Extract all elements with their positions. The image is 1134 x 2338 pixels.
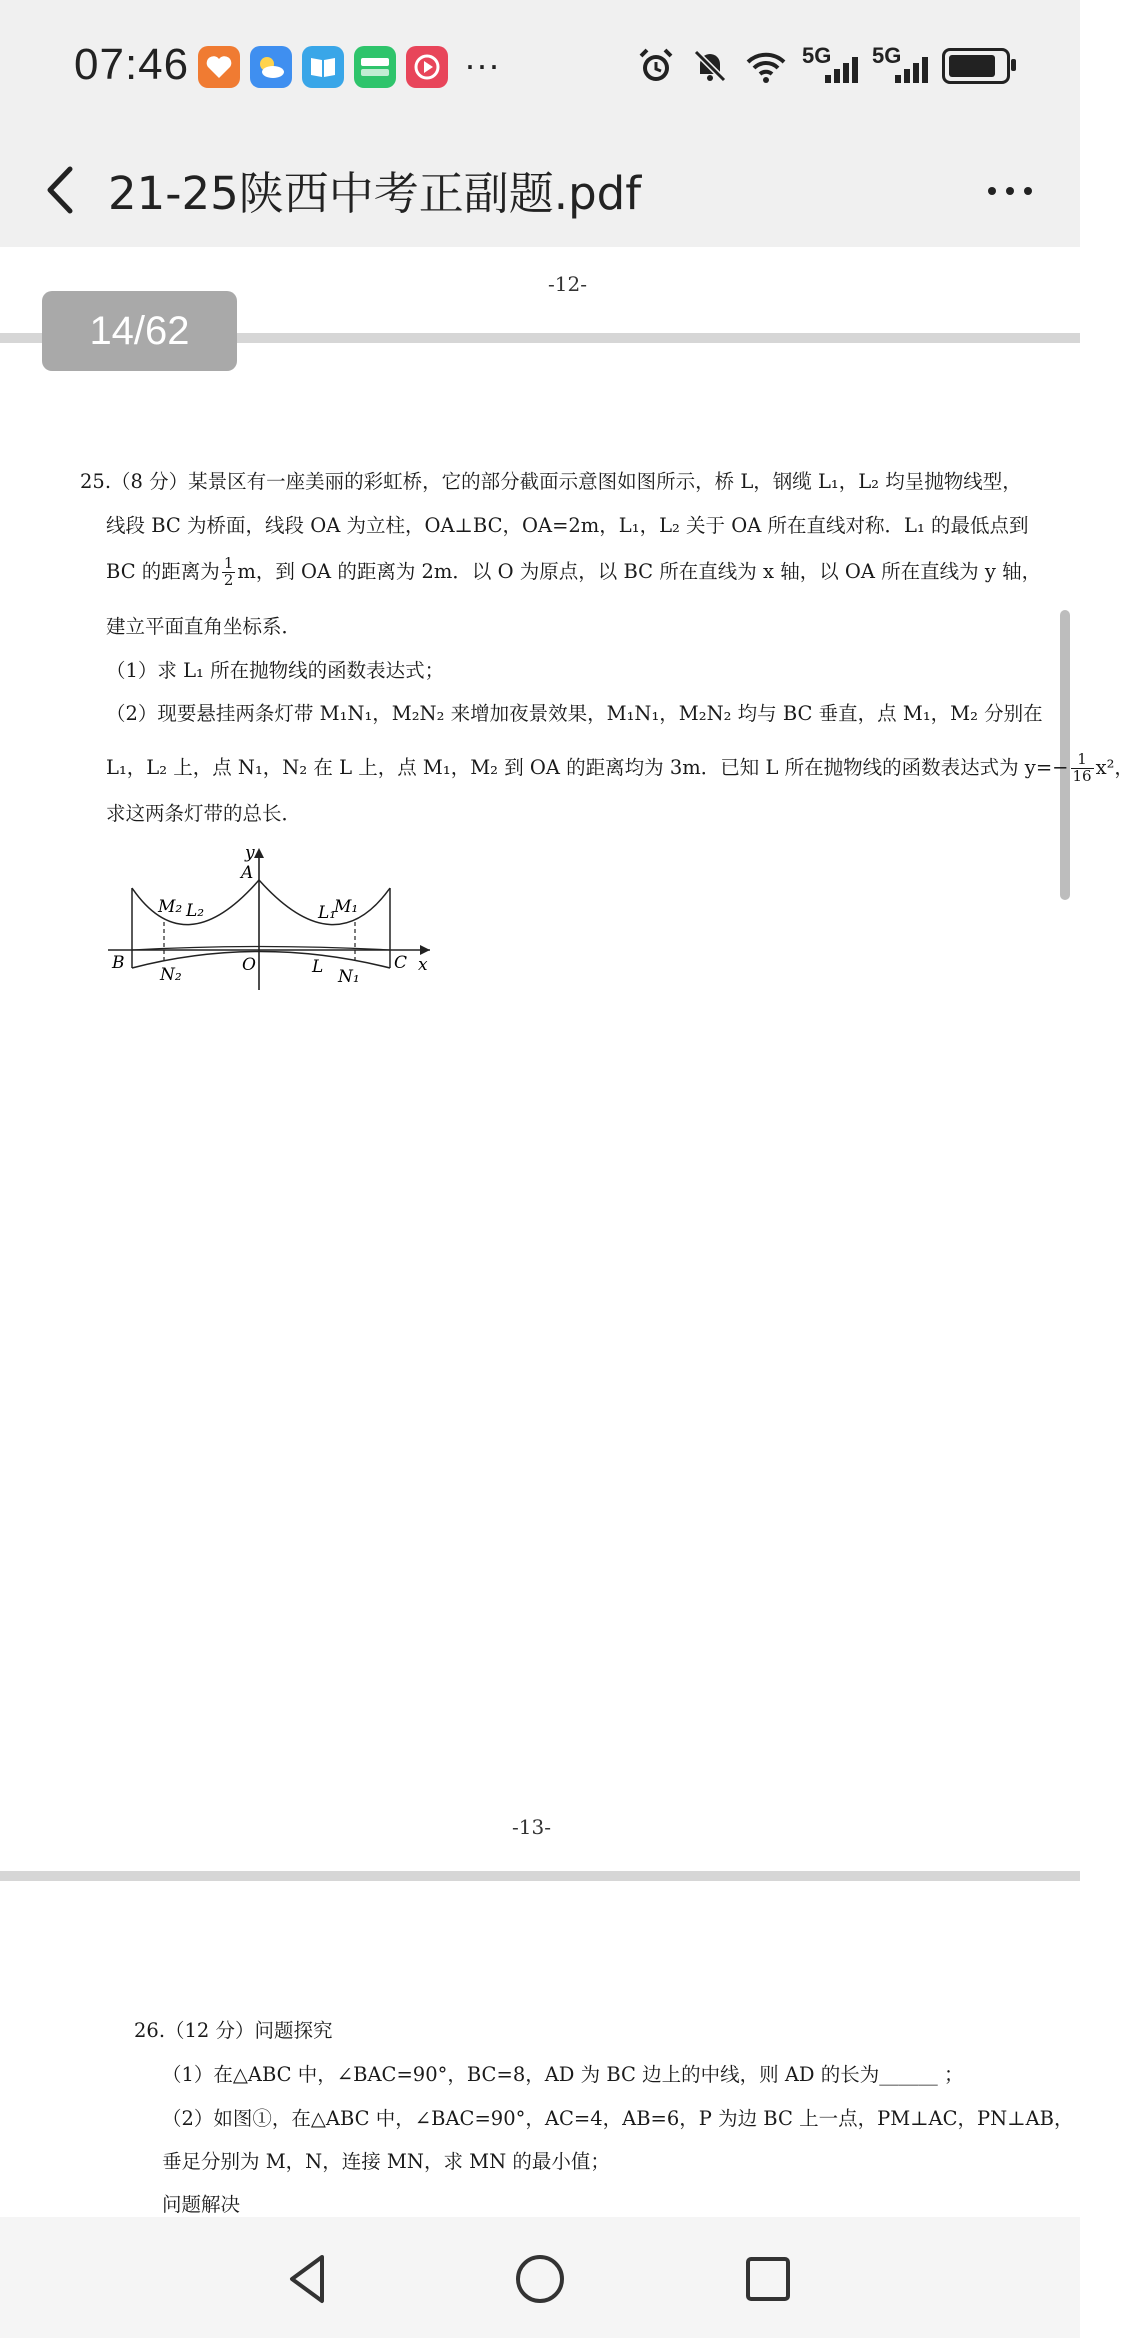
cell-signal-2-icon: 5G bbox=[872, 45, 928, 87]
label-y: y bbox=[245, 843, 255, 863]
y-axis-arrow bbox=[254, 848, 264, 858]
nav-back-icon[interactable] bbox=[278, 2249, 338, 2309]
label-c: C bbox=[394, 953, 408, 973]
more-notifications-icon: ··· bbox=[464, 44, 500, 85]
pdf-viewer[interactable] bbox=[0, 247, 1080, 2217]
q26-line-1: （1）在△ABC 中，∠BAC=90°，BC=8，AD 为 BC 边上的中线，则 AD 的长为______ ； bbox=[162, 2063, 964, 2086]
page-number-top: -12- bbox=[548, 272, 587, 296]
page-divider-bottom bbox=[0, 1871, 1080, 1881]
label-m2: M₂ bbox=[158, 897, 183, 917]
status-time: 07:46 bbox=[74, 40, 190, 89]
bridge-diagram bbox=[100, 840, 440, 1010]
label-l2: L₂ bbox=[186, 901, 205, 921]
label-a: A bbox=[241, 863, 254, 883]
nav-home-icon[interactable] bbox=[510, 2249, 570, 2309]
label-o: O bbox=[242, 955, 256, 975]
video-app-icon bbox=[406, 46, 448, 88]
weather-app-icon bbox=[250, 46, 292, 88]
q26-title: 26.（12 分）问题探究 bbox=[134, 2019, 333, 2042]
more-options-icon[interactable] bbox=[980, 161, 1040, 221]
health-app-icon bbox=[198, 46, 240, 88]
fraction-one-sixteenth: $\frac{1}{16}$ bbox=[1072, 750, 1092, 785]
x-axis-arrow bbox=[420, 945, 430, 955]
mute-bell-icon bbox=[690, 46, 730, 86]
label-b: B bbox=[112, 953, 125, 973]
battery-icon bbox=[942, 48, 1010, 84]
status-bar bbox=[0, 0, 1080, 135]
q26-line-4: 问题解决 bbox=[162, 2193, 241, 2216]
label-l: L bbox=[312, 957, 324, 977]
nav-recents-icon[interactable] bbox=[738, 2249, 798, 2309]
q25-line-1: 25.（8 分）某景区有一座美丽的彩虹桥，它的部分截面示意图如图所示，桥 L，钢缆 L₁，L₂ 均呈抛物线型， bbox=[80, 470, 1022, 493]
q26-line-2: （2）如图①，在△ABC 中，∠BAC=90°，AC=4，AB=6，P 为边 BC 上一点，PM⊥AC，PN⊥AB， bbox=[162, 2107, 1074, 2130]
page-number-bottom: -13- bbox=[512, 1815, 551, 1839]
label-x: x bbox=[418, 955, 428, 975]
q25-line-3: BC 的距离为 $\frac{1}{2}$ m，到 OA 的距离为 2m．以 O 为原点，以 BC 所在直线为 x 轴，以 OA 所在直线为 y 轴， bbox=[106, 554, 1042, 589]
q25-line-2: 线段 BC 为桥面，线段 OA 为立柱，OA⊥BC，OA=2m，L₁，L₂ 关于 OA 所在直线对称．L₁ 的最低点到 bbox=[106, 514, 1029, 537]
document-title: 21-25陕西中考正副题.pdf bbox=[108, 167, 642, 220]
page-indicator: 14/62 bbox=[42, 291, 237, 371]
q25-line-6: （2）现要悬挂两条灯带 M₁N₁，M₂N₂ 来增加夜景效果，M₁N₁，M₂N₂ 均与 BC 垂直，点 M₁，M₂ 分别在 bbox=[106, 702, 1043, 725]
cell-signal-1-icon: 5G bbox=[802, 45, 858, 87]
alarm-icon bbox=[636, 46, 676, 86]
q25-line-5: （1）求 L₁ 所在抛物线的函数表达式； bbox=[106, 659, 445, 682]
q25-line-8: 求这两条灯带的总长． bbox=[106, 802, 302, 825]
wifi-icon bbox=[744, 46, 788, 86]
navigation-bar bbox=[0, 2217, 1080, 2338]
q26-line-3: 垂足分别为 M，N，连接 MN，求 MN 的最小值； bbox=[162, 2150, 610, 2173]
back-arrow-icon[interactable] bbox=[38, 155, 88, 225]
app-bar bbox=[0, 135, 1080, 247]
reader-app-icon bbox=[302, 46, 344, 88]
fraction-one-half: $\frac{1}{2}$ bbox=[223, 554, 234, 589]
label-l1: L₁ bbox=[318, 903, 337, 923]
label-m1: M₁ bbox=[334, 897, 359, 917]
status-icons bbox=[636, 45, 1010, 87]
q25-line-7: L₁，L₂ 上，点 N₁，N₂ 在 L 上，点 M₁，M₂ 到 OA 的距离均为 3m．已知 L 所在抛物线的函数表达式为 y=− $\frac{1}{16}$ x²， bbox=[106, 750, 1134, 785]
label-n2: N₂ bbox=[160, 965, 182, 985]
q25-line-4: 建立平面直角坐标系． bbox=[106, 615, 302, 638]
label-n1: N₁ bbox=[338, 967, 360, 987]
iqiyi-app-icon bbox=[354, 46, 396, 88]
